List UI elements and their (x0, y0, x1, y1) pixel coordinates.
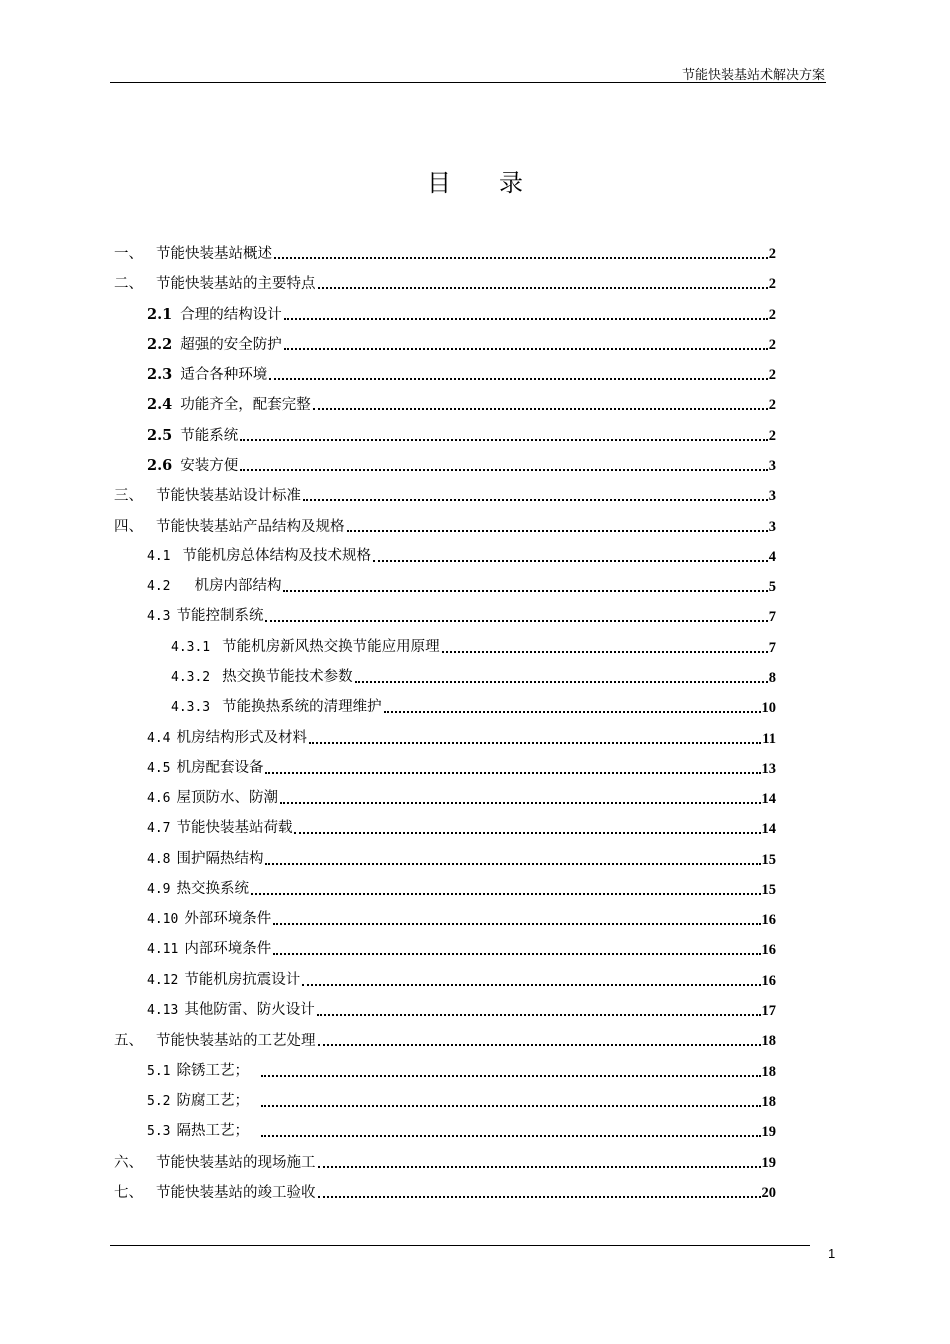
toc-entry[interactable]: 三、 节能快装基站设计标准 3 (114, 488, 776, 504)
dot-leader (274, 257, 768, 259)
toc-entry[interactable]: 5.1 除锈工艺； 18 (147, 1063, 776, 1080)
toc-entry-text: 节能控制系统 (176, 608, 264, 624)
toc-entry-text: 其他防雷、防火设计 (184, 1002, 315, 1018)
toc-page-number: 2 (768, 337, 776, 353)
toc-page-number: 17 (761, 1003, 776, 1019)
dot-leader (280, 802, 761, 804)
dot-leader (318, 1196, 761, 1198)
toc-entry[interactable]: 4.2 机房内部结构 5 (147, 578, 776, 595)
toc-entry[interactable]: 4.3.3 节能换热系统的清理维护 10 (171, 699, 776, 716)
toc-page-number: 2 (768, 246, 776, 262)
toc-page-number: 11 (762, 731, 776, 747)
toc-page-number: 2 (768, 428, 776, 444)
toc-page-number: 16 (761, 973, 776, 989)
toc-title: 目录 (427, 169, 571, 197)
toc-entry[interactable]: 4.9 热交换系统 15 (147, 881, 776, 898)
toc-entry-text: 安装方便 (180, 458, 239, 474)
dot-leader (240, 469, 768, 471)
toc-entry[interactable]: 4.5 机房配套设备 13 (147, 760, 776, 777)
dot-leader (251, 893, 761, 895)
toc-entry[interactable]: 5.2 防腐工艺； 18 (147, 1093, 776, 1110)
toc-page-number: 7 (768, 640, 776, 656)
toc-entry-text: 节能机房总体结构及技术规格 (182, 548, 371, 564)
toc-page-number: 18 (761, 1064, 776, 1080)
toc-page-number: 14 (761, 821, 776, 837)
toc-page-number: 18 (761, 1094, 776, 1110)
dot-leader (240, 439, 768, 441)
toc-entry-text: 隔热工艺； (176, 1123, 249, 1139)
dot-leader (269, 378, 768, 380)
toc-entry-text: 节能快装基站的主要特点 (156, 276, 316, 292)
toc-entry-text: 围护隔热结构 (176, 851, 264, 867)
toc-entry-text: 节能快装基站荷载 (176, 820, 293, 836)
toc-entry-text: 节能快装基站的竣工验收 (156, 1185, 316, 1201)
toc-entry[interactable]: 4.8 围护隔热结构 15 (147, 851, 776, 868)
dot-leader (442, 651, 768, 653)
toc-entry-text: 节能系统 (180, 428, 239, 444)
toc-entry-text: 合理的结构设计 (180, 307, 282, 323)
toc-page-number: 4 (768, 549, 776, 565)
dot-leader (261, 1075, 761, 1077)
dot-leader (273, 953, 760, 955)
toc-entry[interactable]: 4.3.2 热交换节能技术参数 8 (171, 669, 776, 686)
toc-page-number: 18 (761, 1033, 776, 1049)
dot-leader (318, 1166, 761, 1168)
toc-entry[interactable]: 2.1 合理的结构设计 2 (147, 306, 776, 323)
toc-entry[interactable]: 5.3 隔热工艺； 19 (147, 1123, 776, 1140)
toc-entry[interactable]: 四、 节能快装基站产品结构及规格 3 (114, 519, 776, 535)
toc-entry-text: 适合各种环境 (180, 367, 268, 383)
toc-entry-text: 机房配套设备 (176, 760, 264, 776)
toc-entry[interactable]: 4.4 机房结构形式及材料 11 (147, 730, 776, 747)
dot-leader (265, 863, 760, 865)
dot-leader (261, 1105, 761, 1107)
toc-entry[interactable]: 七、 节能快装基站的竣工验收 20 (114, 1185, 776, 1201)
toc-entry[interactable]: 六、 节能快装基站的现场施工 19 (114, 1155, 776, 1171)
toc-entry[interactable]: 4.11 内部环境条件 16 (147, 941, 776, 958)
toc-entry[interactable]: 4.7 节能快装基站荷载 14 (147, 820, 776, 837)
toc-entry-text: 机房结构形式及材料 (176, 730, 307, 746)
toc-entry[interactable]: 一、 节能快装基站概述 2 (114, 246, 776, 262)
toc-page-number: 3 (768, 488, 776, 504)
toc-page-number: 15 (761, 882, 776, 898)
dot-leader (347, 530, 768, 532)
dot-leader (303, 499, 768, 501)
toc-entry[interactable]: 2.5 节能系统 2 (147, 427, 776, 444)
toc-entry[interactable]: 五、 节能快装基站的工艺处理 18 (114, 1033, 776, 1049)
dot-leader (284, 318, 768, 320)
toc-entry[interactable]: 2.2 超强的安全防护 2 (147, 336, 776, 353)
dot-leader (318, 287, 768, 289)
toc-entry-text: 节能换热系统的清理维护 (222, 699, 382, 715)
toc-entry-text: 外部环境条件 (184, 911, 272, 927)
toc-page-number: 3 (768, 458, 776, 474)
toc-entry-text: 屋顶防水、防潮 (176, 790, 278, 806)
toc-entry[interactable]: 4.10 外部环境条件 16 (147, 911, 776, 928)
toc-page-number: 7 (768, 609, 776, 625)
toc-entry-text: 节能机房新风热交换节能应用原理 (222, 639, 440, 655)
toc-entry[interactable]: 4.3 节能控制系统 7 (147, 608, 776, 625)
toc-entry-text: 超强的安全防护 (180, 337, 282, 353)
header-rule (110, 82, 826, 83)
toc-entry[interactable]: 2.4 功能齐全，配套完整 2 (147, 396, 776, 413)
toc-page-number: 13 (761, 761, 776, 777)
dot-leader (373, 560, 768, 562)
toc-page-number: 14 (761, 791, 776, 807)
toc-entry[interactable]: 4.1 节能机房总体结构及技术规格 4 (147, 548, 776, 565)
toc-page-number: 2 (768, 307, 776, 323)
toc-entry[interactable]: 4.13 其他防雷、防火设计 17 (147, 1002, 776, 1019)
toc-page-number: 2 (768, 276, 776, 292)
toc-page-number: 10 (761, 700, 776, 716)
dot-leader (284, 348, 768, 350)
dot-leader (317, 1014, 761, 1016)
toc-entry[interactable]: 2.3 适合各种环境 2 (147, 366, 776, 383)
toc-entry-text: 除锈工艺； (176, 1063, 249, 1079)
toc-page-number: 19 (761, 1124, 776, 1140)
toc-page-number: 3 (768, 519, 776, 535)
toc-entry[interactable]: 4.12 节能机房抗震设计 16 (147, 972, 776, 989)
toc-entry-text: 节能快装基站的现场施工 (156, 1155, 316, 1171)
toc-entry[interactable]: 4.3.1 节能机房新风热交换节能应用原理 7 (171, 639, 776, 656)
dot-leader (283, 590, 767, 592)
toc-entry-text: 节能机房抗震设计 (184, 972, 301, 988)
toc-page-number: 16 (761, 912, 776, 928)
dot-leader (294, 832, 760, 834)
toc-page-number: 16 (761, 942, 776, 958)
header-title: 节能快装基站术解决方案 (681, 68, 825, 83)
toc-page-number: 5 (768, 579, 776, 595)
toc-entry-text: 节能快装基站设计标准 (156, 488, 301, 504)
dot-leader (318, 1044, 761, 1046)
dot-leader (355, 681, 768, 683)
toc-page-number: 20 (761, 1185, 776, 1201)
toc-entry-text: 功能齐全，配套完整 (180, 397, 311, 413)
toc-entry-text: 热交换系统 (176, 881, 249, 897)
dot-leader (273, 923, 760, 925)
toc-page-number: 2 (768, 397, 776, 413)
toc-entry-text: 热交换节能技术参数 (222, 669, 353, 685)
page-number: 1 (828, 1246, 836, 1261)
toc-page-number: 2 (768, 367, 776, 383)
dot-leader (302, 984, 760, 986)
dot-leader (313, 408, 768, 410)
dot-leader (309, 742, 761, 744)
toc-entry-text: 节能快装基站概述 (156, 246, 272, 262)
toc-entry-text: 节能快装基站的工艺处理 (156, 1033, 316, 1049)
dot-leader (265, 772, 760, 774)
toc-entry[interactable]: 4.6 屋顶防水、防潮 14 (147, 790, 776, 807)
toc-page-number: 15 (761, 852, 776, 868)
toc-entry-text: 节能快装基站产品结构及规格 (156, 519, 345, 535)
toc-entry-text: 防腐工艺； (176, 1093, 249, 1109)
toc-page-number: 19 (761, 1155, 776, 1171)
toc-page-number: 8 (768, 670, 776, 686)
dot-leader (261, 1135, 761, 1137)
toc-entry-text: 内部环境条件 (184, 941, 272, 957)
toc-entry-text: 机房内部结构 (194, 578, 282, 594)
toc-entry[interactable]: 二、 节能快装基站的主要特点 2 (114, 276, 776, 292)
footer-rule (110, 1245, 810, 1246)
toc-entry[interactable]: 2.6 安装方便 3 (147, 457, 776, 474)
dot-leader (384, 711, 761, 713)
dot-leader (265, 620, 767, 622)
